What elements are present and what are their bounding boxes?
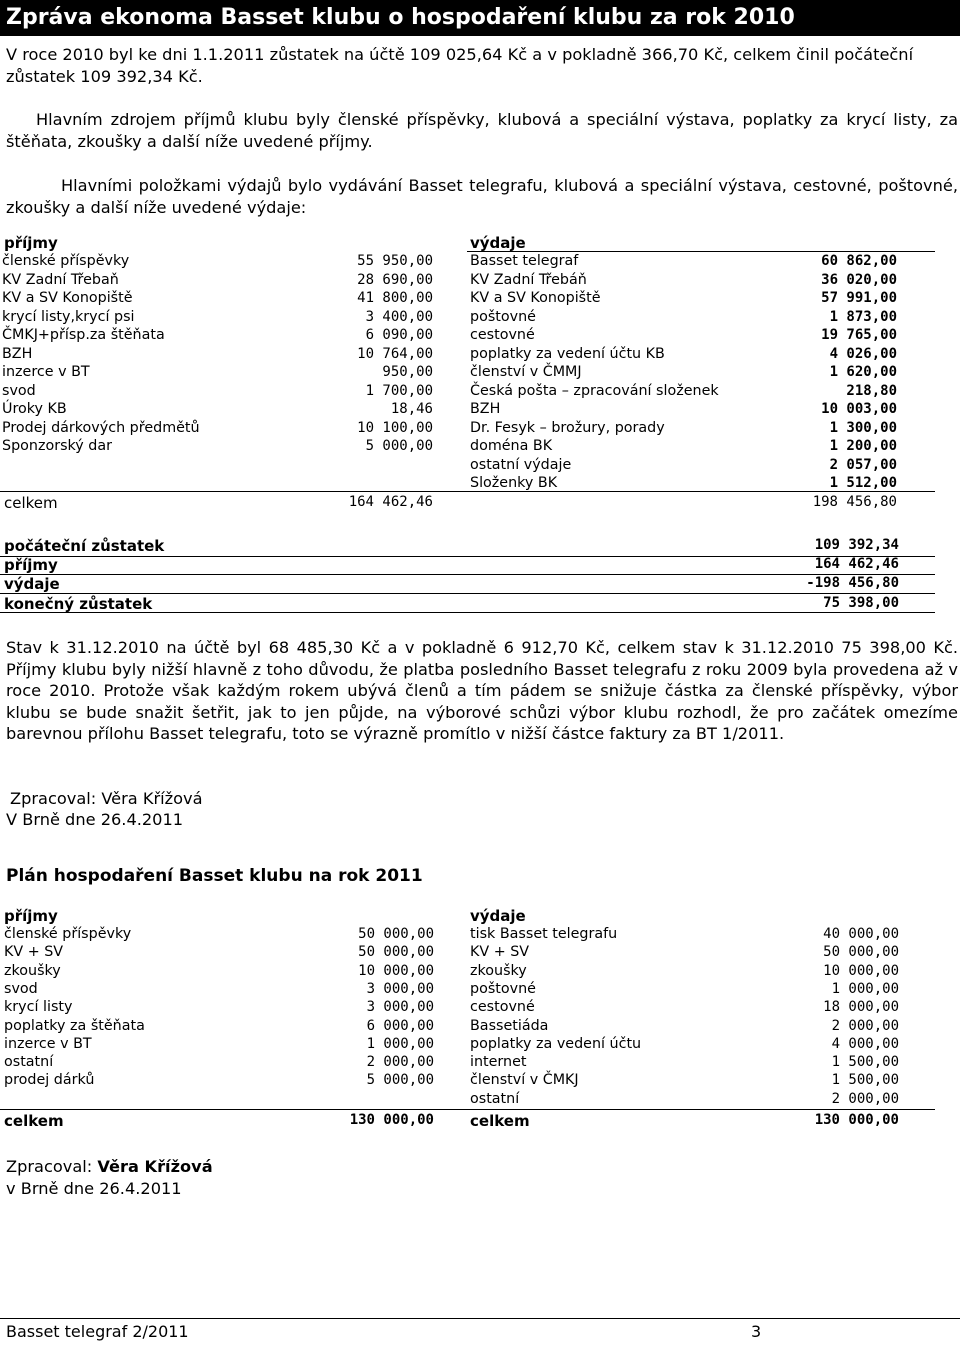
plan-expense-row-value: 40 000,00 [823,926,899,942]
expense-row-value: 1 620,00 [829,364,897,380]
footer-rule [0,1318,960,1319]
expense-row-value: 218,80 [846,382,897,399]
plan-income-row-label: svod [4,980,38,997]
plan-income-header: příjmy [4,907,58,925]
signature-1-line-2: V Brně dne 26.4.2011 [6,810,184,829]
expense-row-label: Složenky BK [470,475,558,491]
expense-row-label: ostatní výdaje [470,456,572,473]
balance-label: příjmy [4,556,58,574]
plan-expense-row-value: 10 000,00 [823,962,899,979]
signature-2-prefix: Zpracoval: [6,1157,93,1176]
balance-rule-3 [0,593,935,594]
balance-label: konečný zůstatek [4,595,153,613]
expense-row-label: poštovné [470,308,536,325]
signature-2-line-2: v Brně dne 26.4.2011 [6,1179,182,1198]
expense-row-label: poplatky za vedení účtu KB [470,345,665,362]
plan-expense-row-label: členství v ČMKJ [470,1072,579,1089]
plan-income-row-value: 3 000,00 [366,999,434,1016]
page-title: Zpráva ekonoma Basset klubu o hospodaření klubu za rok 2010 [0,0,960,36]
expense-row-value: 60 862,00 [821,253,897,269]
total-label: celkem [4,494,58,512]
plan-expense-row-value: 4 000,00 [831,1035,899,1052]
plan-expense-row-label: poplatky za vedení účtu [470,1035,642,1052]
expense-row-value: 2 057,00 [829,456,897,473]
expense-row-value: 1 512,00 [829,475,897,491]
expense-row-label: Dr. Fesyk – brožury, porady [470,419,665,436]
income-row-label: ČMKJ+přísp.za štěňata [2,327,165,343]
income-row-value: 3 400,00 [365,308,433,325]
plan-expense-row-label: tisk Basset telegrafu [470,926,618,942]
income-row-label: KV Zadní Třebaň [2,271,119,288]
plan-income-row-label: prodej dárků [4,1072,95,1089]
plan-expense-row-label: KV + SV [470,944,530,961]
plan-income-total: 130 000,00 [349,1112,434,1128]
plan-expense-row-label: poštovné [470,980,536,997]
signature-2-name: Věra Křížová [97,1157,213,1176]
intro-paragraph-1: V roce 2010 byl ke dni 1.1.2011 zůstatek na účtě 109 025,64 Kč a v pokladně 366,70 Kč, celkem činil počáteční zůstatek 109 392,34 Kč. [6,45,914,86]
plan-expense-row-label: cestovné [470,999,535,1016]
plan-income-row-label: KV + SV [4,944,64,961]
plan-expense-row-value: 50 000,00 [823,944,899,961]
income-row-value: 10 764,00 [357,345,433,362]
expense-row-value: 10 003,00 [821,401,897,417]
plan-expense-total-label: celkem [470,1112,530,1130]
income-row-value: 41 800,00 [357,290,433,306]
balance-value: 164 462,46 [814,556,899,572]
balance-rule-2 [0,574,935,575]
plan-income-row-label: zkoušky [4,962,61,979]
plan-expense-row-label: internet [470,1054,527,1071]
income-row-value: 5 000,00 [365,438,433,454]
expense-row-label: KV a SV Konopiště [470,290,601,306]
expense-row-value: 36 020,00 [821,271,897,288]
expense-header: výdaje [470,234,526,252]
expense-row-value: 1 200,00 [829,438,897,454]
plan-expense-total: 130 000,00 [814,1112,899,1128]
plan-income-row-label: ostatní [4,1054,54,1071]
expense-header-rule [467,251,935,252]
plan-income-row-value: 6 000,00 [366,1017,434,1034]
income-row-value: 950,00 [382,364,433,380]
signature-2-line-1 [6,1156,958,1178]
income-header: příjmy [4,234,58,252]
income-row-label: KV a SV Konopiště [2,290,133,306]
income-row-value: 55 950,00 [357,253,433,269]
income-row-label: Úroky KB [2,401,67,417]
expense-row-label: KV Zadní Třebáň [470,271,587,288]
plan-income-row-label: inzerce v BT [4,1035,92,1052]
intro-paragraph-2: Hlavním zdrojem příjmů klubu byly členské příspěvky, klubová a speciální výstava, poplatky za krycí listy, za štěňata, zkoušky a další níže uvedené příjmy. [6,110,958,151]
plan-expense-row-value: 18 000,00 [823,999,899,1016]
plan-expense-row-value: 2 000,00 [831,1090,899,1107]
expense-row-value: 4 026,00 [829,345,897,362]
totals-rule [0,491,935,492]
plan-expense-row-label: zkoušky [470,962,527,979]
expense-row-label: Basset telegraf [470,253,579,269]
income-total: 164 462,46 [348,494,433,510]
income-row-label: svod [2,382,36,399]
income-row-label: Prodej dárkových předmětů [2,419,200,436]
plan-income-row-value: 5 000,00 [366,1072,434,1089]
expense-row-label: Česká pošta – zpracování složenek [470,382,719,399]
expense-row-value: 1 300,00 [829,419,897,436]
plan-expense-row-label: ostatní [470,1090,520,1107]
summary-paragraph: Stav k 31.12.2010 na účtě byl 68 485,30 Kč a v pokladně 6 912,70 Kč, celkem stav k 31.12.2010 75 398,00 Kč. Příjmy klubu byly nižší hlavně z toho důvodu, že platba posledního Basset telegrafu z roku 2009 byla provedena až v roce 2010. Protože však každým rokem ubývá členů a tím pádem se snižuje částka za členské příspěvky, výbor klubu se bude snažit šetřit, jak to jen půjde, na výborové schůzi výbor klubu rozhodl, že pro začátek omezíme barevnou přílohu Basset telegrafu, toto se výrazně promítlo v nižší částce faktury za BT 1/2011. [6,638,958,743]
plan-income-row-value: 2 000,00 [366,1054,434,1071]
plan-expense-row-value: 1 500,00 [831,1072,899,1089]
balance-rule-4 [0,612,935,613]
plan-income-row-value: 1 000,00 [366,1035,434,1052]
plan-income-row-value: 50 000,00 [358,944,434,961]
expense-row-label: členství v ČMMJ [470,364,582,380]
plan-expense-row-label: Bassetiáda [470,1017,549,1034]
income-row-value: 18,46 [390,401,433,417]
expense-row-value: 1 873,00 [829,308,897,325]
plan-expense-row-value: 1 000,00 [831,980,899,997]
intro-paragraph-3: Hlavními položkami výdajů bylo vydávání Basset telegrafu, klubová a speciální výstava, cestovné, poštovné, zkoušky a další níže uvedené výdaje: [6,176,958,217]
plan-income-row-label: krycí listy [4,999,73,1016]
expense-row-value: 19 765,00 [821,327,897,343]
expense-row-value: 57 991,00 [821,290,897,306]
expense-row-label: BZH [470,401,501,417]
income-row-value: 28 690,00 [357,271,433,288]
plan-expense-row-value: 2 000,00 [831,1017,899,1034]
income-row-label: inzerce v BT [2,364,90,380]
plan-title: Plán hospodaření Basset klubu na rok 2011 [6,866,423,886]
plan-expense-row-value: 1 500,00 [831,1054,899,1071]
footer-publication: Basset telegraf 2/2011 [6,1322,189,1341]
balance-label: počáteční zůstatek [4,537,165,555]
plan-income-row-value: 10 000,00 [358,962,434,979]
income-row-label: krycí listy,krycí psi [2,308,135,325]
balance-value: 75 398,00 [823,595,899,611]
plan-income-row-value: 3 000,00 [366,980,434,997]
balance-label: výdaje [4,575,60,593]
income-row-value: 10 100,00 [357,419,433,436]
plan-income-row-label: poplatky za štěňata [4,1017,145,1034]
income-row-value: 6 090,00 [365,327,433,343]
income-row-label: členské příspěvky [2,253,130,269]
plan-income-row-value: 50 000,00 [358,926,434,942]
expense-row-label: doména BK [470,438,553,454]
balance-rule-1 [0,556,935,557]
income-row-label: BZH [2,345,33,362]
plan-expense-header: výdaje [470,907,526,925]
plan-totals-rule [0,1109,935,1110]
balance-value: 109 392,34 [814,537,899,553]
expense-row-label: cestovné [470,327,535,343]
balance-value: -198 456,80 [806,575,899,591]
signature-1-line-1: Zpracoval: Věra Křížová [10,789,203,808]
income-row-value: 1 700,00 [365,382,433,399]
plan-total-label: celkem [4,1112,64,1130]
income-row-label: Sponzorský dar [2,438,113,454]
expense-total: 198 456,80 [812,494,897,510]
plan-income-row-label: členské příspěvky [4,926,132,942]
footer-page-number: 3 [751,1322,762,1341]
